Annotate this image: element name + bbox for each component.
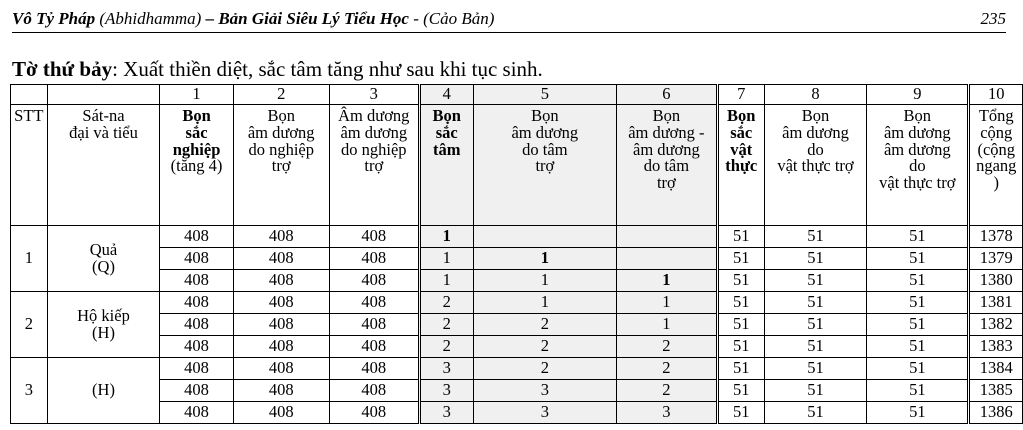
cell-c9: 51 [867, 270, 969, 292]
cell-c9: 51 [867, 358, 969, 380]
cell-c4: 3 [419, 402, 473, 424]
cell-c9: 51 [867, 380, 969, 402]
header-c9 [867, 105, 969, 226]
cell-c2: 408 [233, 336, 329, 358]
header-line: sắc [730, 122, 753, 142]
cell-c10: 1386 [969, 402, 1023, 424]
cell-c4: 3 [419, 358, 473, 380]
cell-c7: 51 [717, 402, 764, 424]
cell-c9: 51 [867, 402, 969, 424]
cell-c2: 408 [233, 358, 329, 380]
cell-c3: 408 [329, 226, 419, 248]
header-line: âm dương [247, 122, 315, 142]
header-line: âm dương - [628, 122, 705, 142]
header-line: trợ [656, 173, 676, 193]
cell-c2: 408 [233, 314, 329, 336]
header-line: Bọn [727, 106, 756, 125]
header-line: vật [730, 139, 753, 159]
cell-c6: 2 [617, 336, 717, 358]
header-line: Tổng [978, 106, 1014, 125]
header-line: Bọn [801, 106, 830, 125]
header-c6 [617, 105, 717, 226]
header-c7 [717, 105, 764, 226]
header-line: Bọn [432, 106, 461, 125]
cell-c10: 1379 [969, 248, 1023, 270]
cell-c9: 51 [867, 226, 969, 248]
column-number: 7 [717, 85, 764, 105]
cell-c10: 1378 [969, 226, 1023, 248]
header-line: vật thực trợ [879, 173, 956, 193]
header-line: đại và tiểu [69, 122, 138, 142]
page-number: 235 [980, 9, 1006, 28]
cell-c3: 408 [329, 292, 419, 314]
cell-c7: 51 [717, 226, 764, 248]
cell-c10: 1380 [969, 270, 1023, 292]
table-row [11, 226, 1023, 248]
cell-c5: 3 [473, 380, 617, 402]
cell-c3: 408 [329, 402, 419, 424]
cell-c10: 1382 [969, 314, 1023, 336]
header-line: âm dương [883, 122, 951, 142]
header-c10 [969, 105, 1023, 226]
cell-c6: 2 [617, 358, 717, 380]
cell-c8: 51 [764, 248, 866, 270]
cell-c4: 2 [419, 292, 473, 314]
cell-c6: 1 [617, 292, 717, 314]
cell-c5: 2 [473, 314, 617, 336]
row-stt: 3 [11, 358, 48, 424]
cell-c1: 408 [160, 380, 234, 402]
satna-line: (H) [92, 322, 115, 342]
cell-c7: 51 [717, 292, 764, 314]
cell-c3: 408 [329, 314, 419, 336]
cell-c1: 408 [160, 248, 234, 270]
header-line: ngang [976, 156, 1017, 176]
cell-c8: 51 [764, 402, 866, 424]
cell-c3: 408 [329, 380, 419, 402]
cell-c8: 51 [764, 336, 866, 358]
header-stt: STT [11, 105, 48, 226]
cell-c1: 408 [160, 358, 234, 380]
cell-c10: 1381 [969, 292, 1023, 314]
header-line: thực [725, 156, 758, 176]
table-row [11, 314, 1023, 336]
cell-c5: 1 [473, 292, 617, 314]
cell-c7: 51 [717, 314, 764, 336]
header-line: Bọn [267, 106, 295, 125]
cell-c4: 2 [419, 336, 473, 358]
cell-c3: 408 [329, 270, 419, 292]
header-line: Bọn [182, 106, 211, 125]
header-line: Bọn [903, 106, 932, 125]
cell-c6 [617, 248, 717, 270]
cell-c6: 3 [617, 402, 717, 424]
column-number: 1 [160, 85, 234, 105]
cell-c4: 1 [419, 270, 473, 292]
cell-c1: 408 [160, 402, 234, 424]
header-line: âm dương [511, 122, 579, 142]
cell-c5: 1 [473, 270, 617, 292]
header-line: do nghiệp [248, 139, 314, 159]
cell-c3: 408 [329, 248, 419, 270]
cell-c5: 1 [473, 248, 617, 270]
cell-c4: 3 [419, 380, 473, 402]
header-line: trợ [535, 156, 555, 176]
header-line: âm dương [782, 122, 849, 142]
cell-c3: 408 [329, 336, 419, 358]
header-line: trợ [364, 156, 384, 176]
column-number-row [11, 85, 1023, 105]
satna-line: Hộ kiếp [77, 305, 130, 325]
cell-c7: 51 [717, 336, 764, 358]
header-satna [47, 105, 160, 226]
cell-c2: 408 [233, 380, 329, 402]
column-number: 9 [867, 85, 969, 105]
header-line: sắc [185, 122, 208, 142]
cell-c5: 3 [473, 402, 617, 424]
table-row [11, 402, 1023, 424]
header-line: ) [993, 173, 999, 193]
empty-cell [47, 85, 160, 105]
cell-c5: 2 [473, 336, 617, 358]
header-line: (cộng [977, 139, 1016, 159]
header-line: do tâm [643, 156, 690, 176]
cell-c8: 51 [764, 358, 866, 380]
header-line: do [807, 139, 824, 159]
cell-c5 [473, 226, 617, 248]
table-row [11, 380, 1023, 402]
row-stt: 1 [11, 226, 48, 292]
cell-c6: 1 [617, 314, 717, 336]
cell-c4: 1 [419, 226, 473, 248]
header-line: (tăng 4) [170, 156, 223, 176]
cell-c1: 408 [160, 292, 234, 314]
header-c4 [419, 105, 473, 226]
row-satna [47, 292, 160, 358]
header-line: âm dương [633, 139, 700, 159]
header-c3 [329, 105, 419, 226]
cell-c4: 2 [419, 314, 473, 336]
header-line: cộng [980, 122, 1013, 142]
header-line: trợ [271, 156, 291, 176]
cell-c9: 51 [867, 336, 969, 358]
row-stt: 2 [11, 292, 48, 358]
header-row [11, 105, 1023, 226]
empty-cell [11, 85, 48, 105]
header-c5 [473, 105, 617, 226]
cell-c1: 408 [160, 314, 234, 336]
draft-label: - (Cảo Bản) [413, 9, 495, 28]
column-number: 4 [419, 85, 473, 105]
cell-c10: 1383 [969, 336, 1023, 358]
cell-c7: 51 [717, 248, 764, 270]
header-line: Bọn [652, 106, 681, 125]
column-number: 6 [617, 85, 717, 105]
cell-c8: 51 [764, 380, 866, 402]
section-title-bold: Tờ thứ bảy [12, 57, 113, 81]
cell-c2: 408 [233, 402, 329, 424]
header-line: sắc [435, 122, 458, 142]
cell-c7: 51 [717, 380, 764, 402]
book-subtitle-paren: (Abhidhamma) [99, 9, 202, 28]
column-number: 8 [764, 85, 866, 105]
cell-c9: 51 [867, 248, 969, 270]
cell-c8: 51 [764, 292, 866, 314]
header-line: do tâm [522, 139, 568, 159]
row-satna [47, 358, 160, 424]
cell-c1: 408 [160, 226, 234, 248]
cell-c1: 408 [160, 336, 234, 358]
header-line: do nghiệp [341, 139, 407, 159]
cell-c2: 408 [233, 270, 329, 292]
cell-c5: 2 [473, 358, 617, 380]
header-line: Âm dương [338, 106, 410, 125]
column-number: 10 [969, 85, 1023, 105]
row-satna [47, 226, 160, 292]
header-c8 [764, 105, 866, 226]
column-number: 3 [329, 85, 419, 105]
satna-line: (Q) [92, 256, 115, 276]
section-title [12, 57, 543, 82]
table-row [11, 292, 1023, 314]
cell-c2: 408 [233, 292, 329, 314]
cell-c8: 51 [764, 314, 866, 336]
header-c1 [160, 105, 234, 226]
page-header [12, 6, 1006, 33]
cell-c7: 51 [717, 358, 764, 380]
header-line: âm dương [340, 122, 408, 142]
header-line: âm dương [883, 139, 951, 159]
table-row [11, 358, 1023, 380]
cell-c8: 51 [764, 270, 866, 292]
cell-c10: 1384 [969, 358, 1023, 380]
header-title [12, 9, 494, 29]
header-c2 [233, 105, 329, 226]
cell-c10: 1385 [969, 380, 1023, 402]
cell-c6 [617, 226, 717, 248]
cell-c2: 408 [233, 226, 329, 248]
table-row [11, 248, 1023, 270]
cell-c1: 408 [160, 270, 234, 292]
cell-c7: 51 [717, 270, 764, 292]
header-dash: – [205, 9, 215, 28]
data-table [10, 84, 1023, 424]
column-number: 5 [473, 85, 617, 105]
cell-c8: 51 [764, 226, 866, 248]
cell-c3: 408 [329, 358, 419, 380]
cell-c9: 51 [867, 292, 969, 314]
book-title: Vô Tỷ Pháp [12, 9, 96, 28]
header-line: nghiệp [172, 139, 221, 159]
cell-c6: 2 [617, 380, 717, 402]
satna-line: Quả [89, 239, 118, 259]
cell-c4: 1 [419, 248, 473, 270]
cell-c9: 51 [867, 314, 969, 336]
section-title-text: : Xuất thiền diệt, sắc tâm tăng như sau khi tục sinh. [112, 57, 543, 81]
header-line: Sát-na [82, 106, 125, 125]
cell-c6: 1 [617, 270, 717, 292]
cell-c2: 408 [233, 248, 329, 270]
book-subtitle: Bản Giải Siêu Lý Tiểu Học [218, 9, 409, 28]
table-row [11, 270, 1023, 292]
header-line: do [909, 156, 926, 176]
satna-line: (H) [92, 380, 115, 400]
column-number: 2 [233, 85, 329, 105]
header-line: vật thực trợ [777, 156, 854, 176]
table-row [11, 336, 1023, 358]
header-line: Bọn [531, 106, 559, 125]
header-line: tâm [432, 139, 461, 159]
